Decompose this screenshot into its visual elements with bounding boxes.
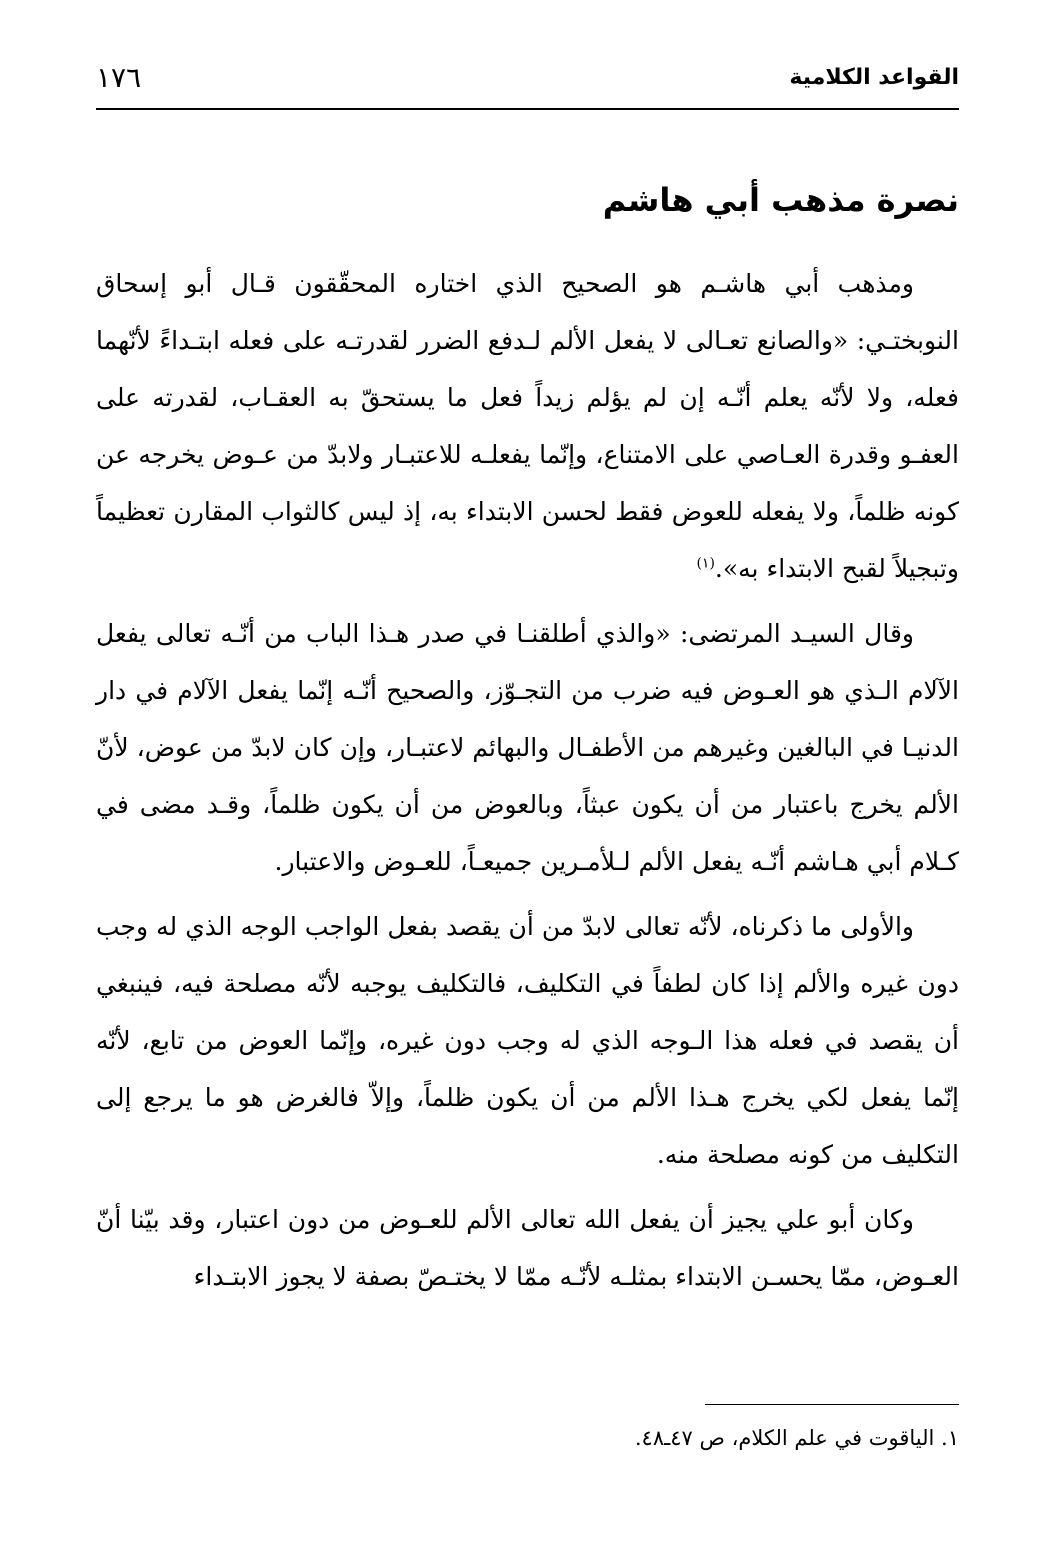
running-title: القواعد الكلامية — [789, 65, 959, 90]
paragraph-text: ومذهب أبي هاشـم هو الصحيح الذي اختاره المحقّقون قـال أبو إسحاق النوبختـي: «والصانع تعـالى لا يفعل الألم لـدفع الضرر لقدرتـه على فعله ابتـداءً لأنّهما فعله، ولا لأنّه يعلم أنّـه إن لم يؤلم زيداً فعل ما يستحقّ به العقـاب، لقدرته على العفـو وقدرة العـاصي على الامتناع، وإنّما يفعلـه للاعتبـار ولابدّ من عـوض يخرجه عن كونه ظلماً، ولا يفعله للعوض فقط لحسن الابتداء به، إذ ليس كالثواب المقارن تعظيماً وتبجيلاً لقبح الابتداء به». — [96, 269, 960, 583]
paragraph-3: والأولى ما ذكرناه، لأنّه تعالى لابدّ من أن يقصد بفعل الواجب الوجه الذي له وجب دون غيره والألم إذا كان لطفاً في التكليف، فالتكليف يوجبه لأنّه مصلحة فيه، فينبغي أن يقصد في فعله هذا الـوجه الذي له وجب دون غيره، وإنّما العوض من تابع، لأنّه إنّما يفعل لكي يخرج هـذا الألم من أن يكون ظلماً، وإلاّ فالغرض هو ما يرجع إلى التكليف من كونه مصلحة منه. — [96, 912, 959, 1169]
section-heading: نصرة مذهب أبي هاشم — [602, 181, 959, 219]
paragraph-2: وقال السيـد المرتضى: «والذي أطلقنـا في صدر هـذا الباب من أنّـه تعالى يفعل الآلام الـذي هو العـوض فيه ضرب من التجـوّز، والصحيح أنّـه إنّما يفعل الآلام في دار الدنيـا في البالغين وغيرهم من الأطفـال والبهائم لاعتبـار، وإن كان لابدّ من عوض، لأنّ الألم يخرج باعتبار من أن يكون عبثاً، وبالعوض من أن يكون ظلماً، وقـد مضى في كـلام أبي هـاشم أنّـه يفعل الألم لـلأمـرين جميعـاً، للعـوض والاعتبار. — [96, 619, 959, 876]
paragraph-1 — [96, 255, 959, 597]
header-rule — [96, 108, 959, 110]
paragraph-4: وكان أبو علي يجيز أن يفعل الله تعالى الألم للعـوض من دون اعتبار، وقد بيّنا أنّ العـوض، ممّا يحسـن الابتداء بمثلـه لأنّـه ممّا لا يختـصّ بصفة لا يجوز الابتـداء — [96, 1205, 959, 1291]
page-number: ١٧٦ — [96, 61, 142, 94]
book-page — [96, 0, 959, 1545]
footnote-reference: (١) — [696, 555, 715, 572]
footnote: ١. الياقوت في علم الكلام، ص ٤٧ـ٤٨. — [634, 1426, 959, 1450]
running-header — [96, 60, 959, 100]
body-text — [96, 255, 959, 1313]
footnote-rule — [705, 1404, 959, 1405]
